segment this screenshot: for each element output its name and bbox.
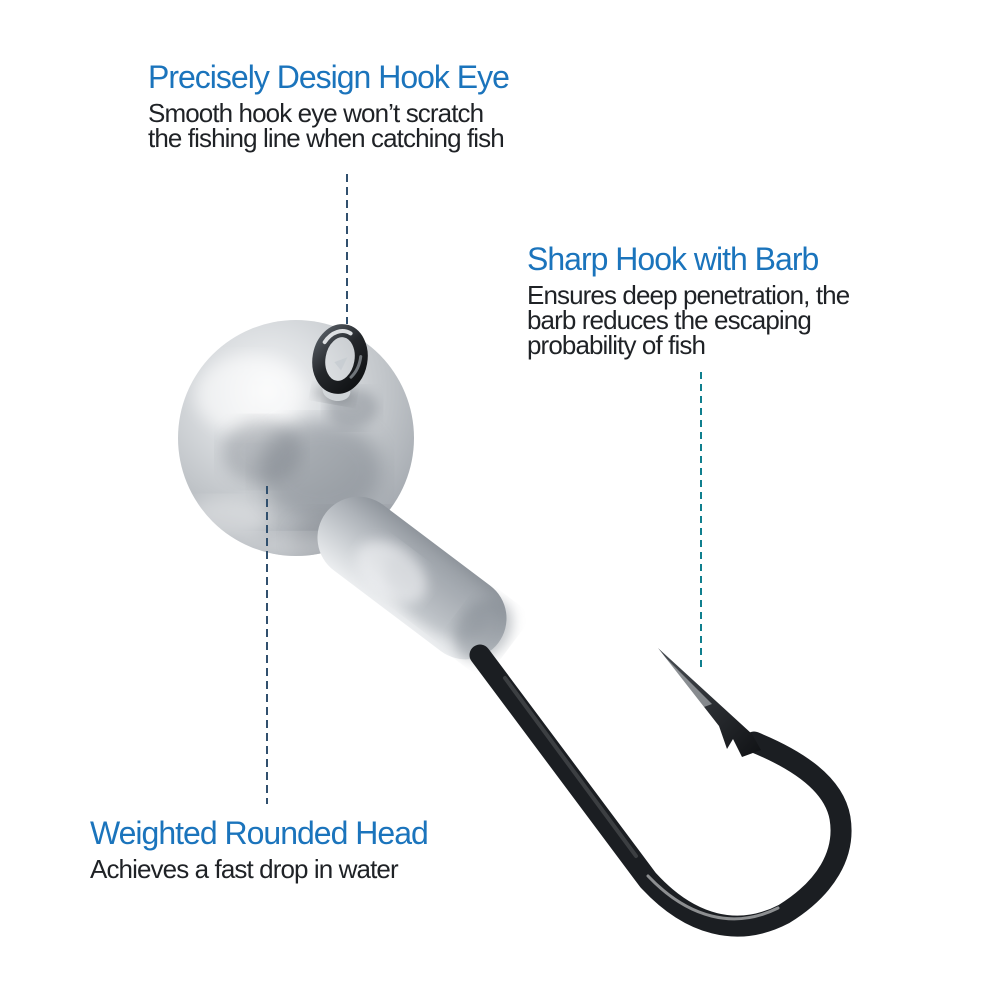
annotation-sharp-hook: [527, 241, 849, 358]
annotation-line: probability of fish: [527, 330, 706, 360]
annotation-line: barb reduces the escaping: [527, 305, 811, 335]
annotation-hook-eye: [148, 59, 509, 151]
annotation-line: the fishing line when catching fish: [148, 123, 504, 153]
annotation-title: Weighted Rounded Head: [90, 815, 428, 851]
annotation-description: [527, 280, 850, 360]
annotation-line: Ensures deep penetration, the: [527, 280, 850, 310]
annotation-weighted-head: [90, 815, 428, 882]
hook-point-barb: [658, 648, 761, 757]
hook-wire: [480, 655, 841, 926]
annotation-title: Precisely Design Hook Eye: [148, 59, 509, 95]
annotation-line: Achieves a fast drop in water: [90, 854, 398, 884]
annotation-title: Sharp Hook with Barb: [527, 241, 819, 277]
annotation-description: [148, 98, 509, 153]
annotation-description: [90, 854, 428, 884]
annotation-line: Smooth hook eye won’t scratch: [148, 98, 484, 128]
lead-collar: [301, 480, 528, 679]
